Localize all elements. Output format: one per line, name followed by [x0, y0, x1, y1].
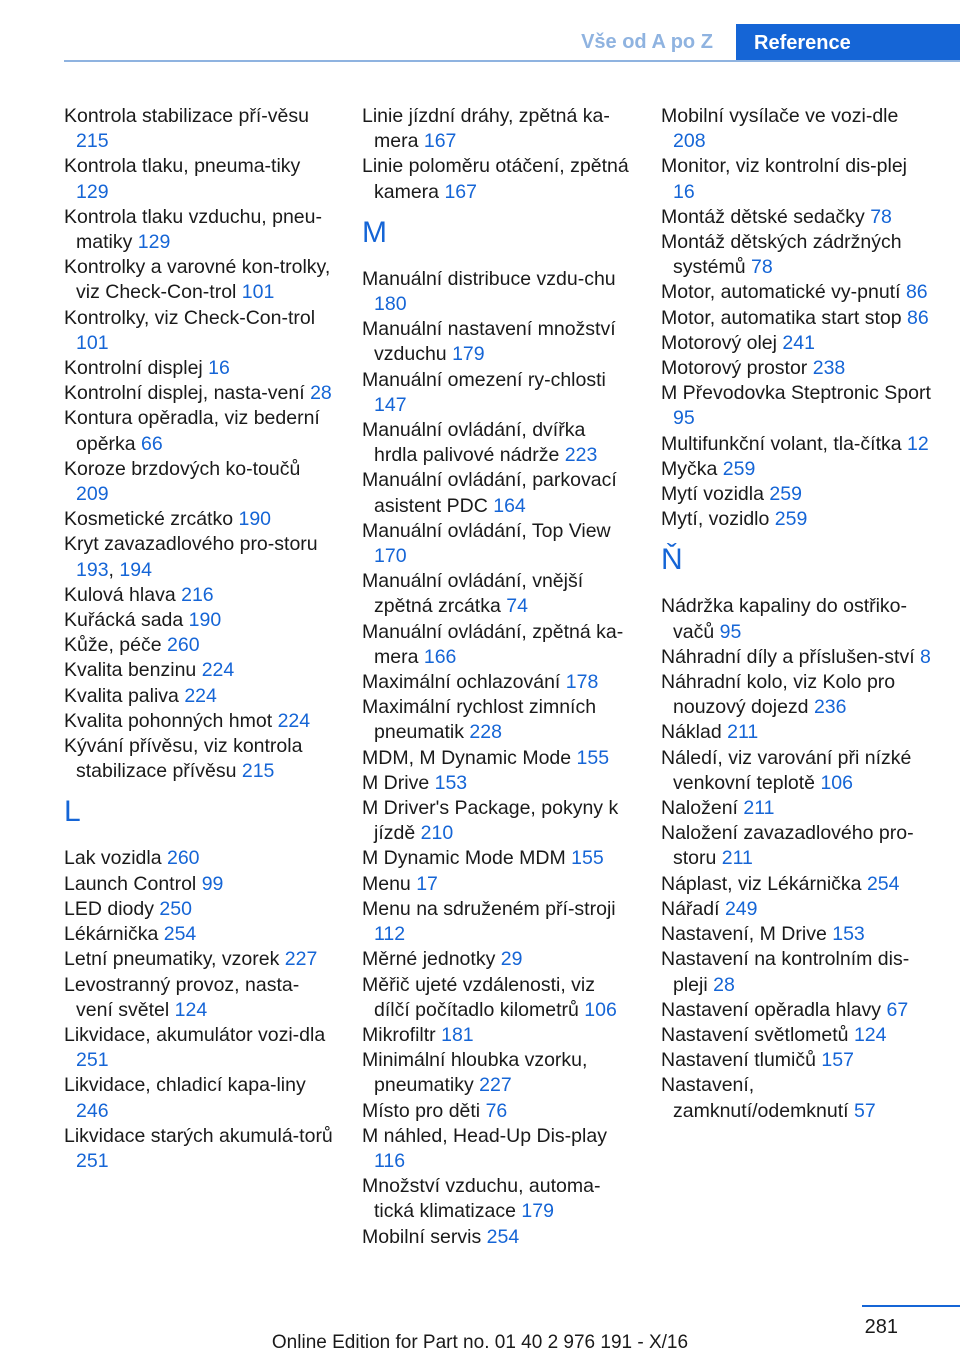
index-entry-term: Kvalita paliva [64, 684, 179, 707]
page-link[interactable]: 178 [565, 671, 599, 694]
index-entry [64, 922, 336, 947]
index-entry [64, 734, 336, 784]
index-entry [661, 796, 933, 821]
index-entry [362, 569, 634, 619]
page-link[interactable]: 227 [479, 1074, 512, 1097]
index-entry-term: Náklad [661, 721, 722, 744]
page-link[interactable]: 259 [774, 508, 808, 531]
index-entry-term: Menu na sdruženém pří-stroji [362, 897, 616, 920]
index-entry [64, 608, 336, 633]
index-entry [362, 695, 634, 745]
page-link[interactable]: 241 [782, 331, 815, 354]
page-link[interactable]: 99 [201, 872, 224, 895]
index-entry [661, 457, 933, 482]
page-link[interactable]: 170 [374, 545, 407, 568]
index-entry [64, 709, 336, 734]
page-link[interactable]: 179 [452, 343, 485, 366]
index-entry-term: Likvidace starých akumulá-torů [64, 1124, 333, 1147]
index-entry-term: Místo pro děti [362, 1099, 481, 1122]
index-entry [362, 1099, 634, 1124]
index-entry-term: LED diody [64, 897, 154, 920]
index-entry [661, 645, 933, 670]
page-link[interactable]: 167 [444, 180, 477, 203]
index-entry-term: Maximální ochlazování [362, 671, 561, 694]
page-link[interactable]: 124 [174, 998, 208, 1021]
index-entry [661, 922, 933, 947]
index-entry-term: Montáž dětských zádržných systémů [661, 231, 902, 279]
page-header [0, 0, 960, 64]
page-number: 281 [864, 1316, 898, 1338]
page-link[interactable]: 224 [201, 659, 235, 682]
index-entry-term: Lak vozidla [64, 847, 162, 870]
index-entry-term: Motor, automatika start stop [661, 306, 902, 329]
index-entry [64, 583, 336, 608]
page-link[interactable]: 86 [905, 281, 928, 304]
index-entry [661, 230, 933, 280]
page-link[interactable]: 157 [821, 1049, 854, 1072]
index-entry-term: Kryt zavazadlového pro-storu [64, 533, 318, 556]
index-entry-term: Manuální nastavení množství vzduchu [362, 318, 616, 366]
index-entry [362, 746, 634, 771]
index-entry-term: Myčka [661, 457, 718, 480]
index-entry [661, 331, 933, 356]
page-link[interactable]: 12 [907, 432, 929, 455]
index-entry [661, 872, 933, 897]
index-entry-term: Levostranný provoz, nasta-vení světel [64, 973, 300, 1021]
page-link[interactable]: 66 [141, 432, 163, 455]
index-entry-term: Náplast, viz Lékárnička [661, 872, 862, 895]
footer-rule [862, 1305, 960, 1307]
page-link[interactable]: 28 [713, 973, 735, 996]
index-entry [661, 482, 933, 507]
page-link[interactable]: 259 [722, 457, 756, 480]
index-entry [661, 205, 933, 230]
index-entry [64, 973, 336, 1023]
index-entry-term: M Převodovka Steptronic Sport [661, 382, 931, 405]
index-entry-term: Náhradní kolo, viz Kolo pro nouzový dojezd [661, 671, 896, 719]
index-entry [661, 1023, 933, 1048]
index-entry [362, 973, 634, 1023]
index-entry [661, 746, 933, 796]
index-entry [661, 280, 933, 305]
index-entry [362, 418, 634, 468]
index-entry-term: Likvidace, chladicí kapa-liny [64, 1074, 306, 1097]
index-entry-term: Naložení [661, 797, 738, 820]
page-link[interactable]: 211 [721, 847, 753, 870]
index-entry [362, 317, 634, 367]
index-entry-term: Kontrolky, viz Check-Con-trol [64, 306, 316, 329]
index-entry-term: Monitor, viz kontrolní dis-plej [661, 155, 908, 178]
page-link[interactable]: 166 [423, 645, 457, 668]
index-entry [64, 846, 336, 871]
page-link[interactable]: 95 [719, 620, 742, 643]
index-entry-term: Mytí, vozidlo [661, 508, 770, 531]
index-entry-term: Manuální ovládání, vnější zpětná zrcátka [362, 570, 584, 618]
page-link[interactable]: 74 [506, 595, 528, 618]
index-entry-term: Nastavení tlumičů [661, 1049, 816, 1072]
page-link[interactable]: 78 [870, 205, 892, 228]
index-entry-term: Motorový olej [661, 331, 777, 354]
index-entry-term: Koroze brzdových ko-toučů [64, 457, 301, 480]
index-entry [362, 519, 634, 569]
page-link[interactable]: 190 [238, 508, 272, 531]
index-entry [64, 457, 336, 507]
page-link[interactable]: 28 [310, 382, 332, 405]
index-entry [64, 947, 336, 972]
page-link[interactable]: 193 [76, 558, 109, 581]
page-link[interactable]: 236 [813, 696, 847, 719]
index-entry [661, 1048, 933, 1073]
index-entry [64, 381, 336, 406]
index-entry [661, 897, 933, 922]
index-entry [64, 1124, 336, 1174]
index-entry [661, 670, 933, 720]
page-link[interactable]: 164 [493, 494, 526, 517]
index-entry-term: Kosmetické zrcátko [64, 508, 234, 531]
index-entry-term: Linie jízdní dráhy, zpětná ka-mera [362, 105, 610, 153]
index-entry-term: Kontrolní displej [64, 357, 203, 380]
index-entry-term: Kontrola tlaku vzduchu, pneu-matiky [64, 205, 322, 254]
page-link[interactable]: 67 [886, 998, 909, 1021]
index-entry [661, 356, 933, 381]
index-entry-term: Manuální distribuce vzdu-chu [362, 267, 616, 290]
index-entry-term: Manuální ovládání, dvířka hrdla palivové nádrže [362, 419, 586, 467]
index-entry [64, 872, 336, 897]
index-entry-term: Kulová hlava [64, 583, 176, 606]
index-entry [661, 381, 933, 431]
index-entry-term: M Driver's Package, pokyny k jízdě [362, 797, 619, 845]
page-link[interactable]: 76 [485, 1099, 508, 1122]
index-entry [64, 633, 336, 658]
index-letter-heading: Ň [661, 543, 683, 577]
index-entry-term: Kontrola stabilizace pří-věsu [64, 105, 309, 127]
active-tab-reference[interactable]: Reference [736, 24, 960, 62]
page-link[interactable]: 211 [727, 721, 759, 744]
page-link[interactable]: 209 [76, 483, 109, 506]
page-link[interactable]: 228 [469, 721, 502, 744]
index-entry [661, 594, 933, 644]
index-entry [661, 306, 933, 331]
index-entry-term: Kvalita benzinu [64, 659, 197, 682]
index-entry-term: Lékárnička [64, 923, 159, 946]
index-entry-term: Kontrolky a varovné kon-trolky, viz Check-Con-trol [64, 256, 331, 304]
page-link[interactable]: 250 [159, 897, 192, 920]
index-entry [64, 104, 336, 154]
index-entry-term: M Dynamic Mode MDM [362, 847, 566, 870]
index-entry-term: Multifunkční volant, tla-čítka [661, 432, 902, 455]
page-link[interactable]: 124 [853, 1023, 887, 1046]
index-entry [362, 104, 634, 154]
page-link[interactable]: 249 [724, 897, 758, 920]
index-entry [362, 872, 634, 897]
index-entry-term: Množství vzduchu, automa-tická klimatizace [362, 1175, 601, 1223]
page-link[interactable]: 259 [769, 483, 802, 506]
page-link[interactable]: 86 [907, 306, 929, 329]
index-entry [661, 821, 933, 871]
page-link[interactable]: 153 [832, 923, 865, 946]
page-link[interactable]: 190 [188, 609, 222, 632]
page-link[interactable]: 251 [76, 1049, 109, 1072]
page-link[interactable]: 215 [241, 760, 275, 783]
index-entry [362, 846, 634, 871]
index-entry-term: Kontrola tlaku, pneuma-tiky [64, 155, 301, 178]
index-entry-term: Minimální hloubka vzorku, pneumatiky [362, 1049, 588, 1097]
index-entry [362, 1048, 634, 1098]
index-entry-term: Náhradní díly a příslušen-ství [661, 645, 915, 668]
index-letter-heading: L [64, 795, 81, 829]
page-link[interactable]: 29 [500, 948, 523, 971]
index-entry-term: Kuřácká sada [64, 609, 184, 632]
index-entry-term: Kůže, péče [64, 634, 162, 657]
page-link[interactable]: 16 [208, 357, 230, 380]
index-entry [362, 368, 634, 418]
index-entry [661, 154, 933, 204]
index-entry-term: Nářadí [661, 897, 720, 920]
page-link[interactable]: 224 [184, 684, 217, 707]
index-entry-term: M Drive [362, 771, 430, 794]
page-link[interactable]: 17 [416, 872, 438, 895]
index-entry [64, 897, 336, 922]
index-entry-term: Menu [362, 872, 411, 895]
index-entry [64, 1073, 336, 1123]
page-link[interactable]: 254 [866, 872, 900, 895]
page-link[interactable]: 129 [137, 231, 171, 254]
index-entry [362, 1124, 634, 1174]
index-entry [362, 154, 634, 204]
index-entry [64, 205, 336, 255]
index-entry-term: Manuální omezení ry-chlosti [362, 368, 606, 391]
index-entry-term: Motor, automatické vy-pnutí [661, 281, 901, 304]
page-link[interactable]: 155 [576, 746, 610, 769]
index-entry [661, 998, 933, 1023]
page-link[interactable]: 254 [163, 923, 197, 946]
index-entry-term: Manuální ovládání, Top View [362, 519, 611, 542]
index-column-2 [362, 104, 634, 1250]
page-separator: , [108, 558, 120, 581]
index-entry [64, 532, 336, 582]
index-entry [362, 1174, 634, 1224]
index-entry-term: Manuální ovládání, parkovací asistent PDC [362, 469, 617, 517]
index-entry-term: Nádržka kapaliny do ostřiko-vačů [661, 595, 908, 643]
index-entry-term: Nastavení na kontrolním dis-pleji [661, 948, 910, 996]
page-link[interactable]: 106 [820, 771, 853, 794]
page-link[interactable]: 215 [76, 130, 109, 153]
index-entry-term: Letní pneumatiky, vzorek [64, 948, 280, 971]
index-entry-term: Mikrofiltr [362, 1023, 436, 1046]
page-link[interactable]: 208 [673, 130, 706, 153]
index-entry-term: MDM, M Dynamic Mode [362, 746, 572, 769]
page-link[interactable]: 260 [166, 847, 200, 870]
index-entry-term: Kontrolní displej, nasta-vení [64, 382, 305, 405]
page-link[interactable]: 155 [571, 847, 604, 870]
index-entry-term: Nastavení opěradla hlavy [661, 998, 882, 1021]
edition-note: Online Edition for Part no. 01 40 2 976 191 - X/16 [271, 1332, 689, 1353]
index-entry-term: Nastavení světlometů [661, 1023, 849, 1046]
index-entry [362, 267, 634, 317]
index-entry [362, 947, 634, 972]
page-link[interactable]: 78 [751, 256, 773, 279]
index-entry-term: Kvalita pohonných hmot [64, 709, 273, 732]
page-link[interactable]: 95 [673, 407, 695, 430]
page-link[interactable]: 246 [76, 1099, 109, 1122]
page-link[interactable]: 227 [284, 948, 318, 971]
page-link[interactable]: 211 [743, 797, 775, 820]
page-link[interactable]: 251 [76, 1149, 109, 1172]
index-entry-term: Likvidace, akumulátor vozi-dla [64, 1023, 326, 1046]
index-entry [64, 154, 336, 204]
index-entry [661, 720, 933, 745]
index-entry-term: Montáž dětské sedačky [661, 205, 865, 228]
page-link[interactable]: 57 [854, 1099, 876, 1122]
index-entry [64, 684, 336, 709]
page-link[interactable]: 254 [486, 1225, 520, 1248]
page-link[interactable]: 210 [420, 822, 454, 845]
page-link[interactable]: 224 [277, 709, 311, 732]
index-entry-term: Měrné jednotky [362, 948, 496, 971]
index-entry-term: Kontura opěradla, viz bederní opěrka [64, 407, 320, 455]
index-entry [64, 658, 336, 683]
section-tab[interactable]: Vše od A po Z [581, 31, 713, 53]
index-entry [661, 1073, 933, 1123]
index-entry-term: M náhled, Head-Up Dis-play [362, 1124, 607, 1147]
index-column-1 [64, 104, 336, 1174]
page-link[interactable]: 16 [673, 180, 695, 203]
page-link[interactable]: 216 [181, 583, 214, 606]
index-column-3 [661, 104, 933, 1124]
index-entry-term: Manuální ovládání, zpětná ka-mera [362, 620, 624, 668]
index-entry [362, 771, 634, 796]
index-entry-term: Nastavení, M Drive [661, 923, 827, 946]
index-entry-term: Kývání přívěsu, viz kontrola stabilizace přívěsu [64, 735, 303, 783]
index-entry [64, 255, 336, 305]
page-link[interactable]: 101 [76, 331, 109, 354]
index-entry [64, 1023, 336, 1073]
index-entry-term: Měřič ujeté vzdálenosti, viz dílčí počítadlo kilometrů [362, 973, 596, 1021]
index-entry [661, 104, 933, 154]
page-link[interactable]: 179 [521, 1200, 554, 1223]
index-entry-term: Maximální rychlost zimních pneumatik [362, 696, 597, 744]
page-link[interactable]: 147 [374, 393, 407, 416]
page-link[interactable]: 116 [374, 1149, 406, 1172]
index-entry-term: Mytí vozidla [661, 483, 764, 506]
page-link[interactable]: 180 [374, 293, 407, 316]
page-link[interactable]: 194 [119, 558, 152, 581]
index-entry-term: Náledí, viz varování při nízké venkovní teplotě [661, 746, 912, 794]
index-entry [661, 947, 933, 997]
index-entry [362, 796, 634, 846]
index-entry-term: Naložení zavazadlového pro-storu [661, 822, 914, 870]
index-letter-heading: M [362, 215, 387, 249]
page-link[interactable]: 129 [76, 180, 109, 203]
page-link[interactable]: 238 [812, 357, 846, 380]
index-entry [362, 468, 634, 518]
page-link[interactable]: 112 [374, 923, 406, 946]
index-entry-term: Nastavení, zamknutí/odemknutí [661, 1074, 849, 1122]
page-link[interactable]: 167 [423, 130, 457, 153]
index-entry-term: Launch Control [64, 872, 197, 895]
header-rule [64, 60, 960, 62]
index-entry-term: Mobilní vysílače ve vozi-dle [661, 105, 899, 127]
index-entry [362, 670, 634, 695]
index-entry [64, 356, 336, 381]
index-entry [64, 507, 336, 532]
page-link[interactable]: 101 [241, 281, 275, 304]
index-entry-term: Motorový prostor [661, 357, 808, 380]
index-entry-term: Linie poloměru otáčení, zpětná kamera [362, 155, 629, 203]
index-entry [64, 406, 336, 456]
index-entry [362, 1225, 634, 1250]
index-entry [362, 1023, 634, 1048]
page-link[interactable]: 181 [441, 1023, 474, 1046]
index-entry [661, 432, 933, 457]
page-link[interactable]: 153 [434, 771, 468, 794]
page-link[interactable]: 106 [584, 998, 617, 1021]
index-entry [362, 620, 634, 670]
index-entry [661, 507, 933, 532]
page-link[interactable]: 8 [920, 645, 931, 668]
page-link[interactable]: 223 [564, 444, 598, 467]
index-entry [362, 897, 634, 947]
page-link[interactable]: 260 [167, 634, 200, 657]
index-entry-term: Mobilní servis [362, 1225, 482, 1248]
index-entry [64, 306, 336, 356]
